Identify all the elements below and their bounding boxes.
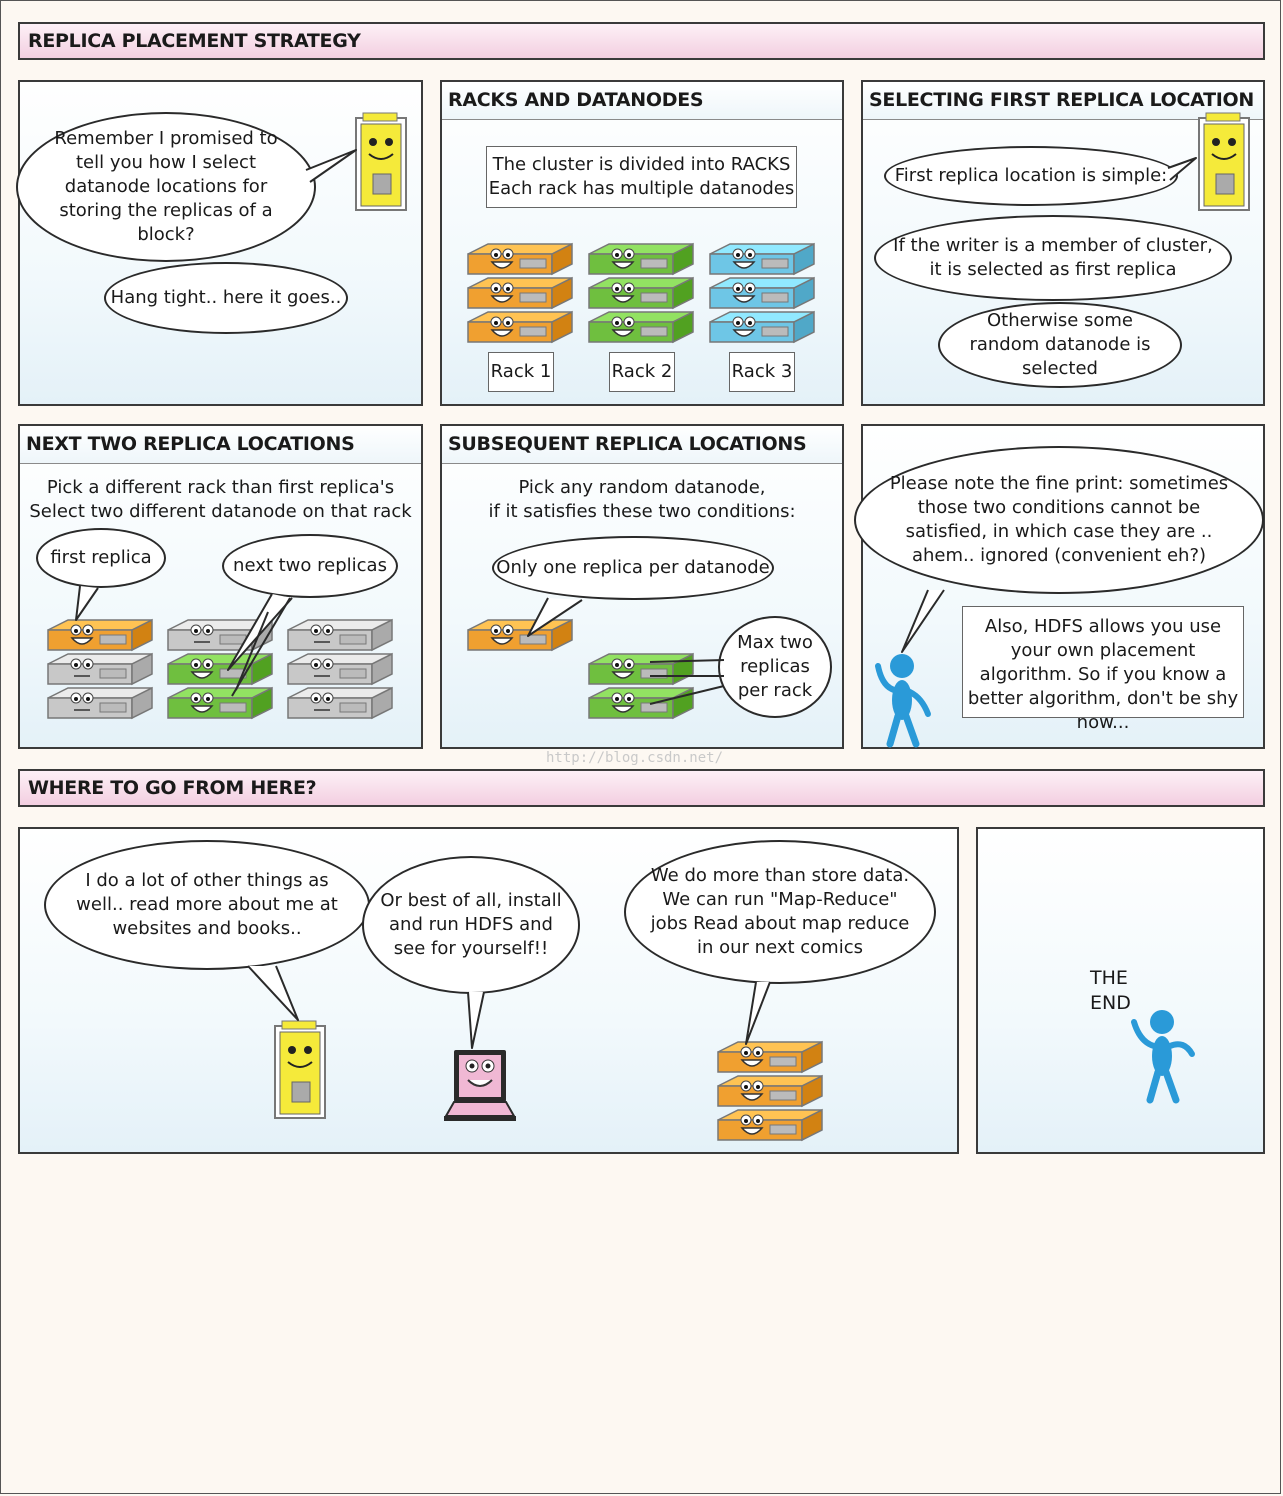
bubble-text: Remember I promised to tell you how I select datanode locations for storing the replicas of a block? [54,128,278,245]
panel-title: NEXT TWO REPLICA LOCATIONS [20,426,421,464]
speech-bubble-install [362,856,580,994]
caption-line: Pick any random datanode, [518,477,766,498]
rack-b-stack [166,618,274,728]
datanode-server-icon [710,312,814,342]
namenode-server-icon [355,112,409,212]
two-datanodes [587,652,695,728]
laptop-client-icon [444,1046,516,1122]
caption-subsequent [442,476,842,524]
bubble-text: first replica [50,547,152,568]
namenode-server-icon [274,1020,328,1120]
datanode-server-icon [718,1110,822,1140]
datanode-server-icon [710,244,814,274]
datanode-server-icon [468,278,572,308]
caption-box-cluster [486,146,797,208]
speech-bubble-intro [16,112,316,262]
speech-bubble-fine-print [854,446,1264,594]
namenode-server-icon [1198,112,1252,212]
datanode-server-icon [589,278,693,308]
bubble-text: If the writer is a member of cluster, it is selected as first replica [893,235,1213,280]
speech-bubble-max-two [718,616,832,718]
datanode-server-icon [589,688,693,718]
datanode-server-icon [168,620,272,650]
panel-title: SELECTING FIRST REPLICA LOCATION [863,82,1263,120]
datanode-server-icon [589,312,693,342]
bubble-text: We do more than store data. We can run "Map-Reduce" jobs Read about map reduce in our next comics [650,865,910,958]
rack-1-stack [466,242,574,352]
datanode-server-icon [468,312,572,342]
rack-a-stack [46,618,154,728]
stick-figure-icon [1126,1006,1198,1104]
datanode-stack-orange [716,1040,824,1150]
rack-label-3: Rack 3 [729,352,795,392]
watermark-text: http://blog.csdn.net/ [546,750,724,766]
section-banner-replica-placement [18,22,1265,60]
panel-title: SUBSEQUENT REPLICA LOCATIONS [442,426,842,464]
caption-box-custom-placement [962,606,1244,733]
rack-2-stack [587,242,695,352]
single-datanode [466,618,574,660]
section-title: WHERE TO GO FROM HERE? [28,777,317,799]
bubble-text: First replica location is simple: [894,165,1168,186]
datanode-server-icon [288,688,392,718]
bubble-text: Hang tight.. here it goes.. [110,287,342,308]
datanode-server-icon [48,654,152,684]
caption-next-two [20,476,421,524]
caption-text: Also, HDFS allows you use your own placement algorithm. So if you know a better algorithm, don't be shy now... [967,616,1239,733]
datanode-server-icon [718,1076,822,1106]
speech-bubble-hang-tight [104,262,348,334]
speech-bubble-first-replica [36,528,166,588]
datanode-server-icon [168,688,272,718]
bubble-text: Only one replica per datanode [496,557,770,578]
datanode-server-icon [288,620,392,650]
datanode-server-icon [168,654,272,684]
bubble-text: Or best of all, install and run HDFS and see for yourself!! [380,890,562,959]
caption-line: The cluster is divided into RACKS [492,154,791,175]
datanode-server-icon [48,620,152,650]
datanode-server-icon [589,244,693,274]
end-line: END [1090,992,1131,1014]
datanode-server-icon [710,278,814,308]
end-line: THE [1090,967,1128,989]
datanode-server-icon [718,1042,822,1072]
section-banner-where-to-go [18,769,1265,807]
rack-label-1: Rack 1 [488,352,554,392]
stick-figure-icon [872,650,938,748]
datanode-server-icon [468,620,572,650]
caption-line: Each rack has multiple datanodes [488,178,795,199]
datanode-server-icon [589,654,693,684]
the-end-text [1090,966,1150,1016]
speech-bubble-next-two [222,534,398,598]
bubble-text: Max two replicas per rack [737,632,813,701]
speech-bubble-websites [44,840,370,970]
bubble-text: next two replicas [233,555,387,576]
datanode-server-icon [288,654,392,684]
caption-line: if it satisfies these two conditions: [488,501,796,522]
datanode-server-icon [468,244,572,274]
datanode-server-icon [48,688,152,718]
rack-3-stack [708,242,816,352]
speech-bubble-map-reduce [624,840,936,984]
rack-c-stack [286,618,394,728]
panel-title: RACKS AND DATANODES [442,82,842,120]
bubble-text: Please note the fine print: sometimes those two conditions cannot be satisfied, in which case they are .. ahem.. ignored (convenient eh?) [889,473,1229,566]
speech-bubble-random [938,302,1182,388]
caption-line: Select two different datanode on that rack [29,501,412,522]
speech-bubble-one-per-datanode [492,536,774,600]
speech-bubble-simple [884,146,1178,206]
speech-bubble-writer [874,215,1232,301]
bubble-text: I do a lot of other things as well.. read more about me at websites and books.. [76,870,338,939]
bubble-text: Otherwise some random datanode is selected [969,310,1151,379]
rack-label-2: Rack 2 [609,352,675,392]
section-title: REPLICA PLACEMENT STRATEGY [28,30,361,52]
caption-line: Pick a different rack than first replica's [46,477,395,498]
